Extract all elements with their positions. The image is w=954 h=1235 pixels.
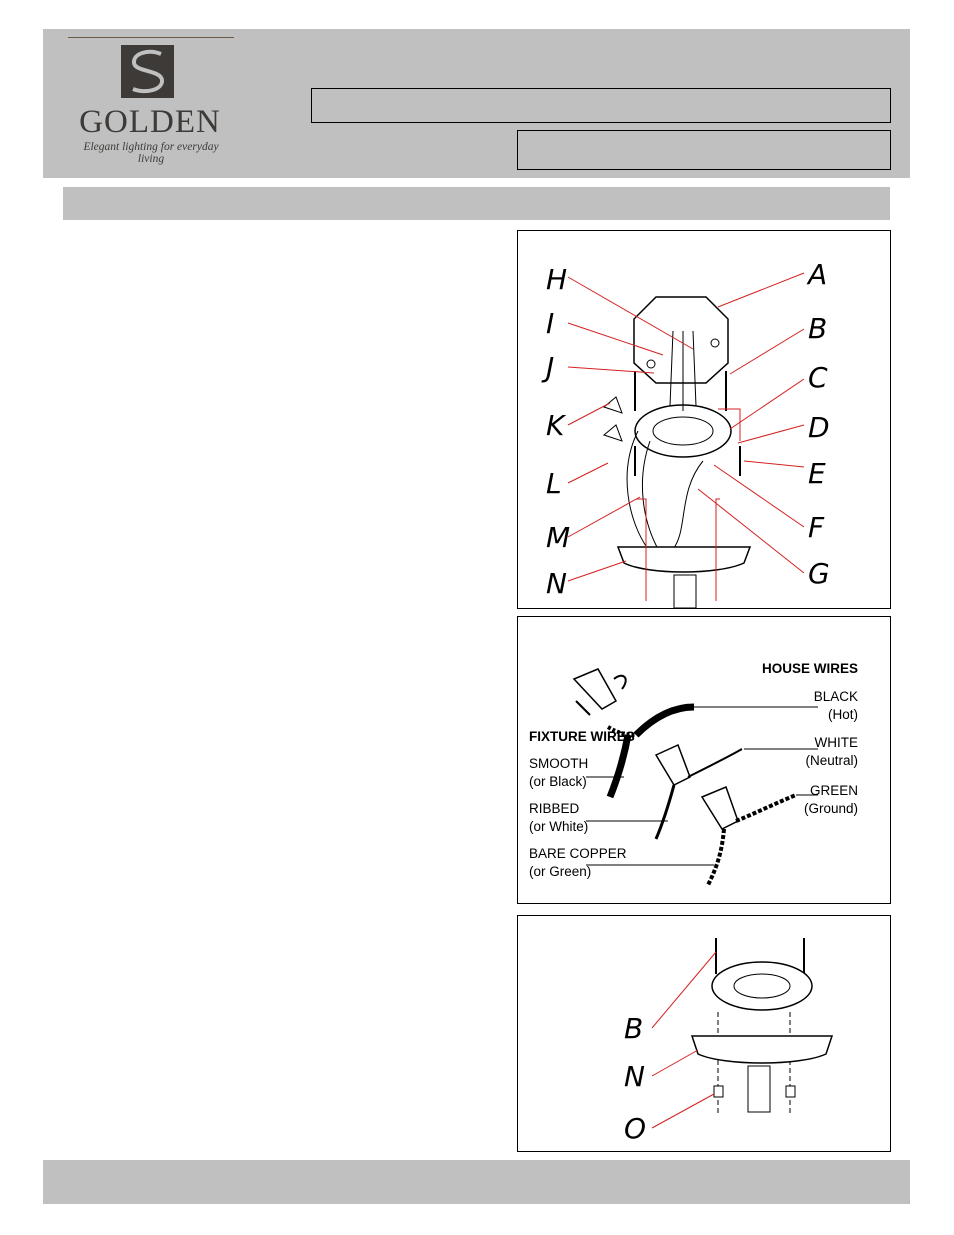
neutral-label: (Neutral): [805, 753, 858, 768]
callout-n: N: [546, 567, 567, 600]
brand-name: GOLDEN: [79, 104, 221, 140]
callout-d: D: [808, 411, 830, 444]
callout-g: G: [808, 557, 830, 590]
or-black-label: (or Black): [529, 774, 587, 789]
mounting-bracket: [712, 962, 812, 1010]
rotate-arrow-icon: [614, 676, 626, 689]
or-white-label: (or White): [529, 819, 589, 834]
ribbed-fixture-wire: [656, 785, 674, 839]
callout-j: J: [546, 351, 555, 384]
callout-h: H: [546, 263, 568, 296]
logo-rule: [68, 37, 234, 38]
wire-nut: [574, 669, 616, 709]
section-title-bar: [63, 187, 890, 220]
junction-box: [634, 297, 728, 383]
black-house-wire: [636, 707, 694, 735]
wiring-diagram: [518, 617, 890, 903]
smooth-fixture-wire: [610, 735, 628, 797]
cap-nut: [714, 1086, 723, 1097]
mounting-bracket: [635, 405, 731, 457]
callout-l: L: [546, 467, 562, 500]
cap-nut: [786, 1086, 795, 1097]
figure-canopy-attach: [517, 915, 891, 1152]
ground-label: (Ground): [803, 801, 858, 816]
document-subtitle-box: [517, 130, 891, 170]
ribbed-label: RIBBED: [529, 801, 580, 816]
white-house-wire: [688, 749, 742, 777]
stem: [674, 575, 696, 608]
bare-copper-wire: [708, 829, 724, 885]
green-label: GREEN: [809, 783, 858, 798]
fixture-wires-label: FIXTURE WIRES: [529, 729, 635, 744]
callout-c: C: [808, 361, 828, 394]
wire-nut: [702, 787, 738, 829]
hot-label: (Hot): [828, 707, 858, 722]
document-title-box: [311, 88, 891, 123]
green-house-wire: [736, 795, 796, 821]
mounting-diagram: [518, 231, 890, 608]
callout-m: M: [546, 521, 571, 554]
callout-o: O: [624, 1112, 647, 1145]
callout-a: A: [808, 258, 828, 291]
or-green-label: (or Green): [529, 864, 592, 879]
callout-i: I: [546, 307, 555, 340]
canopy: [618, 547, 750, 572]
brand-tagline: Elegant lighting for everyday living: [83, 141, 219, 165]
canopy-diagram: [518, 916, 890, 1151]
black-label: BLACK: [813, 689, 858, 704]
logo-mark-icon: [121, 45, 174, 98]
wire-nut: [656, 745, 690, 785]
canopy: [692, 1036, 832, 1063]
callout-k: K: [546, 409, 565, 442]
stem: [748, 1066, 770, 1112]
callout-e: E: [808, 457, 826, 490]
figure-wiring: [517, 616, 891, 904]
callout-b: B: [624, 1012, 644, 1045]
footer-band: [43, 1160, 910, 1204]
smooth-label: SMOOTH: [529, 756, 589, 771]
wire-nut: [604, 425, 622, 441]
callout-n: N: [624, 1060, 645, 1093]
push-arrow-icon: [576, 701, 590, 715]
house-wires-label: HOUSE WIRES: [761, 661, 858, 676]
bare-copper-label: BARE COPPER: [529, 846, 627, 861]
figure-mounting-exploded: [517, 230, 891, 609]
callout-f: F: [808, 511, 825, 544]
white-label: WHITE: [814, 735, 858, 750]
callout-b: B: [808, 312, 828, 345]
